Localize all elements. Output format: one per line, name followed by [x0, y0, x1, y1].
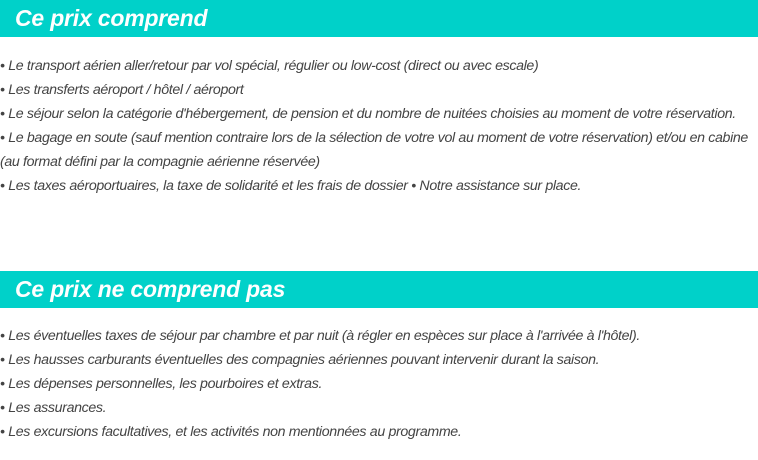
included-list: [0, 54, 758, 198]
list-item: • Le transport aérien aller/retour par vol spécial, régulier ou low-cost (direct ou avec escale): [0, 58, 539, 74]
list-item: • Les taxes aéroportuaires, la taxe de solidarité et les frais de dossier • Notre assistance sur place.: [0, 178, 582, 194]
section-header-not-included: Ce prix ne comprend pas: [0, 271, 758, 308]
not-included-list: [0, 324, 758, 444]
list-item: • Les assurances.: [0, 400, 107, 416]
list-item: • Les excursions facultatives, et les activités non mentionnées au programme.: [0, 424, 462, 440]
list-item: • Les dépenses personnelles, les pourboires et extras.: [0, 376, 323, 392]
list-item: • Les éventuelles taxes de séjour par chambre et par nuit (à régler en espèces sur place à l'arrivée à l'hôtel).: [0, 328, 640, 344]
list-item: • Le séjour selon la catégorie d'hébergement, de pension et du nombre de nuitées choisies au moment de votre réservation.: [0, 106, 736, 122]
list-item: • Les hausses carburants éventuelles des compagnies aériennes pouvant intervenir durant la saison.: [0, 352, 600, 368]
section-header-included: Ce prix comprend: [0, 0, 758, 37]
list-item: • Les transferts aéroport / hôtel / aéroport: [0, 82, 244, 98]
list-item: • Le bagage en soute (sauf mention contraire lors de la sélection de votre vol au moment de votre réservation) et/ou en cabine (au format défini par la compagnie aérienne réservée): [0, 130, 748, 170]
